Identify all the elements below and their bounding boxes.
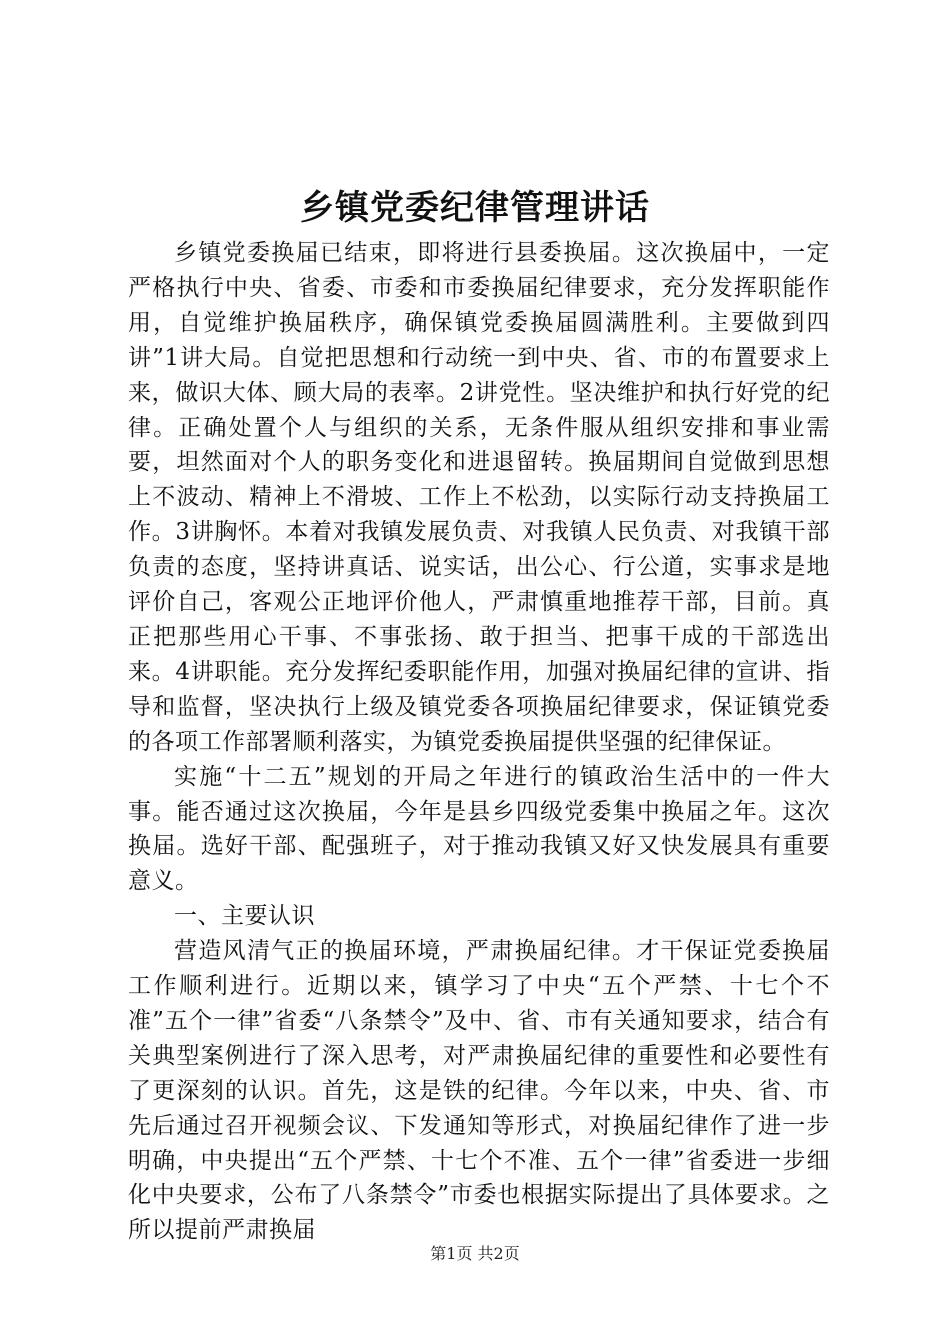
paragraph-1: 乡镇党委换届已结束，即将进行县委换届。这次换届中，一定严格执行中央、省委、市委和市委换届纪律要求，充分发挥职能作用，自觉维护换届秩序，确保镇党委换届圆满胜利。主要做到四讲”1讲大局。自觉把思想和行动统一到中央、省、市的布置要求上来，做识大体、顾大局的表率。2讲党性。坚决维护和执行好党的纪律。正确处置个人与组织的关系，无条件服从组织安排和事业需要，坦然面对个人的职务变化和进退留转。换届期间自觉做到思想上不波动、精神上不滑坡、工作上不松劲，以实际行动支持换届工作。3讲胸怀。本着对我镇发展负责、对我镇人民负责、对我镇干部负责的态度，坚持讲真话、说实话，出公心、行公道，实事求是地评价自己，客观公正地评价他人，严肃慎重地推荐干部，目前。真正把那些用心干事、不事张扬、敢于担当、把事干成的干部选出来。4讲职能。充分发挥纪委职能作用，加强对换届纪律的宣讲、指导和监督，坚决执行上级及镇党委各项换届纪律要求，保证镇党委的各项工作部署顺利落实，为镇党委换届提供坚强的纪律保证。 <box>128 240 830 755</box>
section-heading: 一、主要认识 <box>174 903 315 930</box>
document-title: 乡镇党委纪律管理讲话 <box>300 188 650 228</box>
document-body <box>128 236 830 1248</box>
paragraph-3: 营造风清气正的换届环境，严肃换届纪律。才干保证党委换届工作顺利进行。近期以来，镇学习了中央“五个严禁、十七个不准”五个一律”省委“八条禁令”及中、省、市有关通知要求，结合有关典型案例进行了深入思考，对严肃换届纪律的重要性和必要性有了更深刻的认识。首先，这是铁的纪律。今年以来，中央、省、市先后通过召开视频会议、下发通知等形式，对换届纪律作了进一步明确，中央提出“五个严禁、十七个不准、五个一律”省委进一步细化中央要求，公布了八条禁令”市委也根据实际提出了具体要求。之所以提前严肃换届 <box>128 938 830 1244</box>
paragraph-2: 实施“十二五”规划的开局之年进行的镇政治生活中的一件大事。能否通过这次换届，今年是县乡四级党委集中换届之年。这次换届。选好干部、配强班子，对于推动我镇又好又快发展具有重要意义。 <box>128 763 830 895</box>
page-number-footer: 第1页 共2页 <box>430 1244 520 1263</box>
